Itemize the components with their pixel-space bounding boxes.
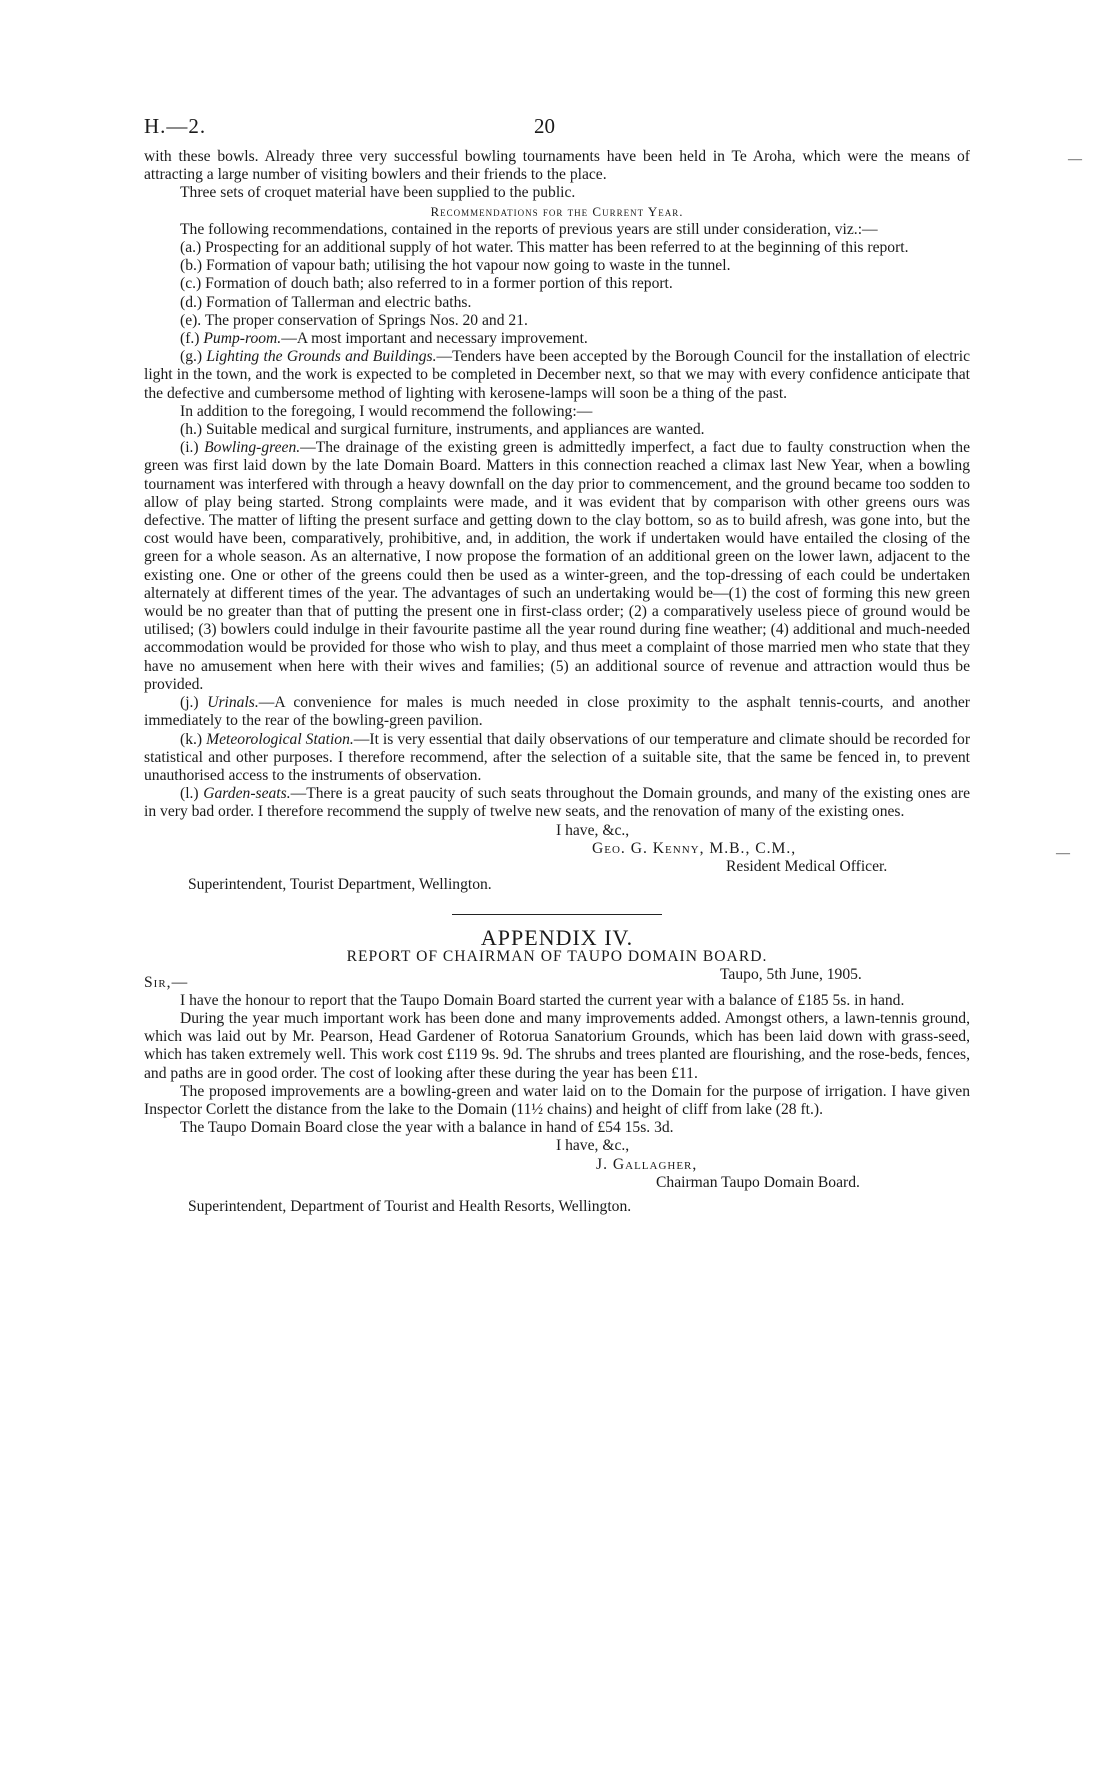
item-label: (g.) (180, 348, 207, 366)
main-text-column (144, 148, 970, 1216)
paragraph-continuation: with these bowls. Already three very successful bowling tournaments have been held in Te Aroha, which were the means of attracting a large number of visiting bowlers and their friends to the place. (144, 148, 970, 184)
margin-mark: — (1056, 846, 1070, 861)
recommendation-item-i (144, 439, 970, 694)
item-title: Garden-seats. (203, 785, 291, 803)
appendix-paragraph-1: I have the honour to report that the Taupo Domain Board started the current year with a balance of £185 5s. in hand. (180, 991, 905, 1009)
item-text: —There is a great paucity of such seats throughout the Domain grounds, and many of the existing ones are in very bad order. I therefore recommend the supply of twelve new seats, and the renovation of many of the existing ones. (144, 785, 971, 821)
item-title: Bowling-green. (204, 439, 301, 457)
item-text: —Tenders have been accepted by the Borough Council for the installation of electric light in the town, and the work is expected to be completed in December next, so that we may with every confidence anticipate that the defective and cumbersome method of lighting with kerosene-lamps will soon be a thing of the past. (144, 348, 970, 402)
paragraph-recommendations-intro: The following recommendations, contained in the reports of previous years are still under consideration, viz.:— (180, 220, 878, 238)
recommendation-item-g (144, 348, 970, 403)
recommendation-item-j (144, 694, 970, 730)
signature-title: Resident Medical Officer. (726, 857, 888, 875)
paragraph-additional-intro: In addition to the foregoing, I would recommend the following:— (180, 402, 593, 420)
appendix-title: APPENDIX IV. (480, 925, 634, 951)
salutation-date-line (144, 965, 970, 991)
page-number: 20 (534, 114, 555, 138)
appendix-signature-name: J. Gallagher, (596, 1155, 698, 1173)
section-divider (452, 914, 662, 915)
paragraph-croquet: Three sets of croquet material have been supplied to the public. (180, 184, 576, 202)
recommendation-item-a: (a.) Prospecting for an additional supply of hot water. This matter has been referred to at the beginning of this report. (180, 239, 909, 257)
recommendation-item-d: (d.) Formation of Tallerman and electric baths. (180, 293, 472, 311)
report-date: Taupo, 5th June, 1905. (720, 965, 862, 983)
item-label: (k.) (180, 730, 207, 748)
page-header (144, 114, 974, 144)
margin-mark: — (1068, 152, 1082, 167)
recommendation-item-h: (h.) Suitable medical and surgical furniture, instruments, and appliances are wanted. (180, 421, 705, 439)
appendix-signature-title: Chairman Taupo Domain Board. (656, 1173, 860, 1191)
item-label: (f.) (180, 330, 204, 348)
item-text: —A convenience for males is much needed in close proximity to the asphalt tennis-courts, and another immediately to the rear of the bowling-green pavilion. (144, 694, 971, 730)
item-title: Urinals. (207, 694, 259, 712)
recommendation-item-l (144, 785, 970, 821)
addressee-line: Superintendent, Tourist Department, Wellington. (188, 876, 492, 894)
item-text: —It is very essential that daily observations of our temperature and climate should be recorded for statistical and other purposes. I therefore recommend, after the selection of a suitable site, that the same be fenced in, to prevent unauthorised access to the instruments of observation. (144, 730, 971, 784)
document-code: H.—2. (144, 114, 207, 138)
item-title: Lighting the Grounds and Buildings. (206, 348, 437, 366)
item-label: (j.) (180, 694, 208, 712)
report-title: REPORT OF CHAIRMAN OF TAUPO DOMAIN BOARD. (346, 947, 768, 965)
item-text: —A most important and necessary improvement. (281, 330, 588, 348)
signature-closing: I have, &c., (556, 821, 630, 839)
appendix-addressee: Superintendent, Department of Tourist and Health Resorts, Wellington. (188, 1197, 632, 1215)
item-label: (i.) (180, 439, 205, 457)
appendix-paragraph-4: The Taupo Domain Board close the year with a balance in hand of £54 15s. 3d. (180, 1119, 674, 1137)
section-heading-recommendations: Recommendations for the Current Year. (430, 203, 684, 219)
item-title: Pump-room. (203, 330, 282, 348)
appendix-signature-closing: I have, &c., (556, 1137, 630, 1155)
recommendation-item-e: (e). The proper conservation of Springs Nos. 20 and 21. (180, 311, 528, 329)
item-label: (l.) (180, 785, 204, 803)
item-title: Meteorological Station. (206, 730, 354, 748)
recommendation-item-c: (c.) Formation of douch bath; also referred to in a former portion of this report. (180, 275, 673, 293)
appendix-paragraph-3: The proposed improvements are a bowling-green and water laid on to the Domain for the purpose of irrigation. I have given Inspector Corlett the distance from the lake to the Domain (11½ chains) and height of cliff from lake (28 ft.). (144, 1082, 970, 1118)
appendix-paragraph-2: During the year much important work has been done and many improvements added. Amongst others, a lawn-tennis ground, which was laid out by Mr. Pearson, Head Gardener of Rotorua Sanatorium Grounds, which has been laid down with grass-seed, which has taken extremely well. This work cost £119 9s. 9d. The shrubs and trees planted are flourishing, and the rose-beds, fences, and paths are in good order. The cost of looking after these during the year has been £11. (144, 1009, 970, 1082)
recommendation-item-k (144, 731, 970, 786)
signature-name: Geo. G. Kenny, M.B., C.M., (592, 839, 797, 857)
recommendation-item-b: (b.) Formation of vapour bath; utilising the hot vapour now going to waste in the tunnel. (180, 257, 731, 275)
salutation: Sir,— (144, 973, 189, 991)
item-text: —The drainage of the existing green is admittedly imperfect, a fact due to faulty construction when the green was first laid down by the late Domain Board. Matters in this connection reached a climax last New Year, when a bowling tournament was interfered with through a heavy downfall on the day prior to commencement, and the ground became too sodden to allow of play being started. Strong complaints were made, and it was evident that by comparison with other greens ours was defective. The matter of lifting the present surface and getting down to the clay bottom, so as to build afresh, was gone into, but the cost would have been, comparatively, prohibitive, and, in addition, the work if undertaken would have entailed the closing of the green for a whole season. As an alternative, I now propose the formation of an additional green on the lower lawn, adjacent to the existing one. One or other of the greens could then be used as a winter-green, and the top-dressing of each could be undertaken alternately at different times of the year. The advantages of such an undertaking would be—(1) the cost of forming this new green would be no greater than that of putting the present one in first-class order; (2) a comparatively useless piece of ground would be utilised; (3) bowlers could indulge in their favourite pastime all the year round during fine weather; (4) additional and much-needed accommodation would be provided for those who wish to play, and thus meet a complaint of those married men who state that they have no amusement when here with their wives and families; (5) an additional source of revenue and attraction would thus be provided. (144, 439, 971, 693)
recommendation-item-f (144, 330, 970, 348)
